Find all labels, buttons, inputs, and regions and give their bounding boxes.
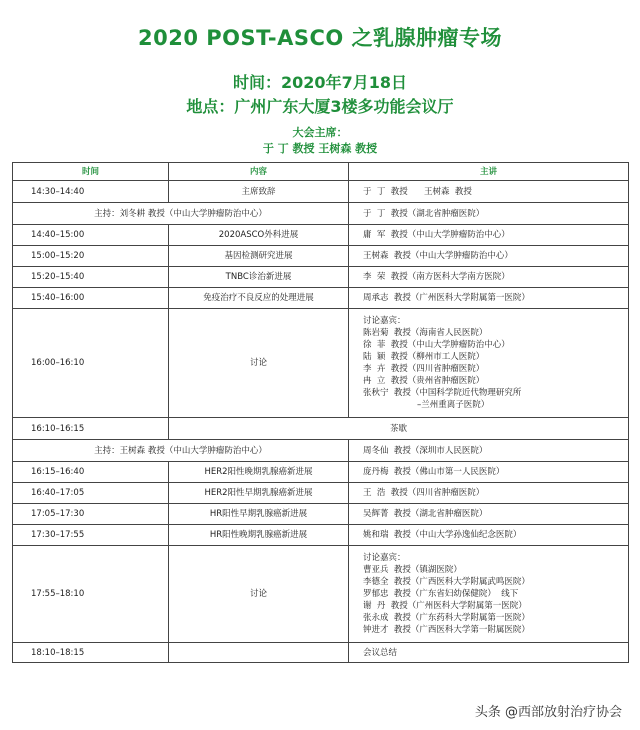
speaker-line: 徐 菲 教授（中山大学肿瘤防治中心）: [363, 340, 510, 350]
speaker-line: 姚和瑞 教授（中山大学孙逸仙纪念医院）: [363, 530, 522, 540]
table-row: [13, 267, 629, 288]
speaker-cell: [349, 525, 629, 546]
table-row: [13, 462, 629, 483]
content-cell: 免疫治疗不良反应的处理进展: [169, 288, 349, 309]
time-cell: 17:30–17:55: [13, 525, 169, 546]
content-cell: 讨论: [169, 546, 349, 643]
speaker-cell: [349, 309, 629, 418]
time-cell: 17:05–17:30: [13, 504, 169, 525]
speaker-line: 陆 颖 教授（柳州市工人医院）: [363, 352, 485, 362]
speaker-line: 于 丁 教授 王树森 教授: [363, 186, 472, 197]
speaker-cell: [349, 203, 629, 225]
column-header-speaker: 主讲: [349, 163, 629, 181]
hosts-names: 于 丁 教授 王树森 教授: [262, 142, 378, 155]
content-cell: 基因检测研究进展: [169, 246, 349, 267]
speaker-cell: [349, 643, 629, 663]
speaker-line: –兰州重离子医院）: [363, 400, 490, 410]
table-row: [13, 203, 629, 225]
speaker-line: 吴辉菁 教授（湖北省肿瘤医院）: [363, 509, 488, 519]
time-cell: 16:40–17:05: [13, 483, 169, 504]
speaker-cell: [349, 440, 629, 462]
chair-cell: 主持：王树森 教授（中山大学肿瘤防治中心）: [13, 440, 349, 462]
content-cell: 主席致辞: [169, 181, 349, 203]
speaker-line: 冉 立 教授（贵州省肿瘤医院）: [363, 376, 485, 386]
column-header-content: 内容: [169, 163, 349, 181]
time-cell: 15:00–15:20: [13, 246, 169, 267]
speaker-line: 于 丁 教授（湖北省肿瘤医院）: [363, 208, 485, 219]
speaker-cell: [349, 181, 629, 203]
time-cell: 14:40–15:00: [13, 225, 169, 246]
break-cell: 茶歇: [169, 418, 629, 440]
time-cell: 18:10–18:15: [13, 643, 169, 663]
speaker-line: 讨论嘉宾：: [363, 553, 406, 563]
table-row: [13, 546, 629, 643]
speaker-line: 庸 军 教授（中山大学肿瘤防治中心）: [363, 230, 510, 240]
speaker-line: 曹亚兵 教授（镇湖医院）: [363, 565, 462, 575]
time-cell: 14:30–14:40: [13, 181, 169, 203]
speaker-line: 周承志 教授（广州医科大学附属第一医院）: [363, 293, 530, 303]
speaker-line: 李 荣 教授（南方医科大学南方医院）: [363, 272, 510, 282]
speaker-line: 王 浩 教授（四川省肿瘤医院）: [363, 488, 485, 498]
speaker-line: 李德全 教授（广西医科大学附属武鸣医院）: [363, 577, 530, 587]
content-cell: [169, 643, 349, 663]
speaker-line: 张秋宁 教授（中国科学院近代物理研究所: [363, 388, 522, 398]
speaker-line: 罗郁忠 教授（广东省妇幼保健院） 线下: [363, 589, 519, 599]
speaker-line: 张永成 教授（广东药科大学附属第一医院）: [363, 613, 530, 623]
speaker-line: 会议总结: [363, 647, 398, 658]
speaker-cell: [349, 288, 629, 309]
speaker-cell: [349, 267, 629, 288]
table-row: [13, 418, 629, 440]
content-cell: HR阳性早期乳腺癌新进展: [169, 504, 349, 525]
event-time: 时间：2020年7月18日: [233, 73, 407, 92]
speaker-line: 钟进才 教授（广西医科大学第一附属医院）: [363, 625, 530, 635]
speaker-line: 周冬仙 教授（深圳市人民医院）: [363, 445, 488, 456]
speaker-cell: [349, 225, 629, 246]
speaker-line: 谢 丹 教授（广州医科大学附属第一医院）: [363, 601, 527, 611]
event-venue: 地点：广州广东大厦3楼多功能会议厅: [186, 97, 454, 116]
chair-cell: 主持：刘冬耕 教授（中山大学肿瘤防治中心）: [13, 203, 349, 225]
content-cell: 2020ASCO外科进展: [169, 225, 349, 246]
table-row: [13, 483, 629, 504]
speaker-cell: [349, 483, 629, 504]
speaker-cell: [349, 546, 629, 643]
table-header-row: [13, 163, 629, 181]
content-cell: 讨论: [169, 309, 349, 418]
content-cell: HER2阳性晚期乳腺癌新进展: [169, 462, 349, 483]
page-title: 2020 POST-ASCO 之乳腺肿瘤专场: [137, 26, 503, 50]
time-cell: 16:10–16:15: [13, 418, 169, 440]
table-row: [13, 309, 629, 418]
time-cell: 15:40–16:00: [13, 288, 169, 309]
speaker-line: 庞丹梅 教授（佛山市第一人民医院）: [363, 467, 505, 477]
schedule-table: [12, 162, 629, 663]
content-cell: HR阳性晚期乳腺癌新进展: [169, 525, 349, 546]
time-cell: 16:00–16:10: [13, 309, 169, 418]
table-row: [13, 643, 629, 663]
speaker-cell: [349, 462, 629, 483]
content-cell: HER2阳性早期乳腺癌新进展: [169, 483, 349, 504]
speaker-line: 李 卉 教授（四川省肿瘤医院）: [363, 364, 485, 374]
column-header-time: 时间: [13, 163, 169, 181]
time-cell: 17:55–18:10: [13, 546, 169, 643]
time-cell: 16:15–16:40: [13, 462, 169, 483]
table-row: [13, 440, 629, 462]
speaker-line: 讨论嘉宾：: [363, 316, 406, 326]
table-row: [13, 225, 629, 246]
time-cell: 15:20–15:40: [13, 267, 169, 288]
table-row: [13, 181, 629, 203]
speaker-line: 陈岩菊 教授（海南省人民医院）: [363, 328, 488, 338]
table-row: [13, 246, 629, 267]
table-row: [13, 504, 629, 525]
content-cell: TNBC诊治新进展: [169, 267, 349, 288]
speaker-line: 王树森 教授（中山大学肿瘤防治中心）: [363, 251, 513, 261]
hosts-label: 大会主席：: [292, 126, 348, 139]
table-row: [13, 525, 629, 546]
watermark: 头条 @西部放射治疗协会: [469, 699, 628, 722]
table-row: [13, 288, 629, 309]
speaker-cell: [349, 504, 629, 525]
speaker-cell: [349, 246, 629, 267]
